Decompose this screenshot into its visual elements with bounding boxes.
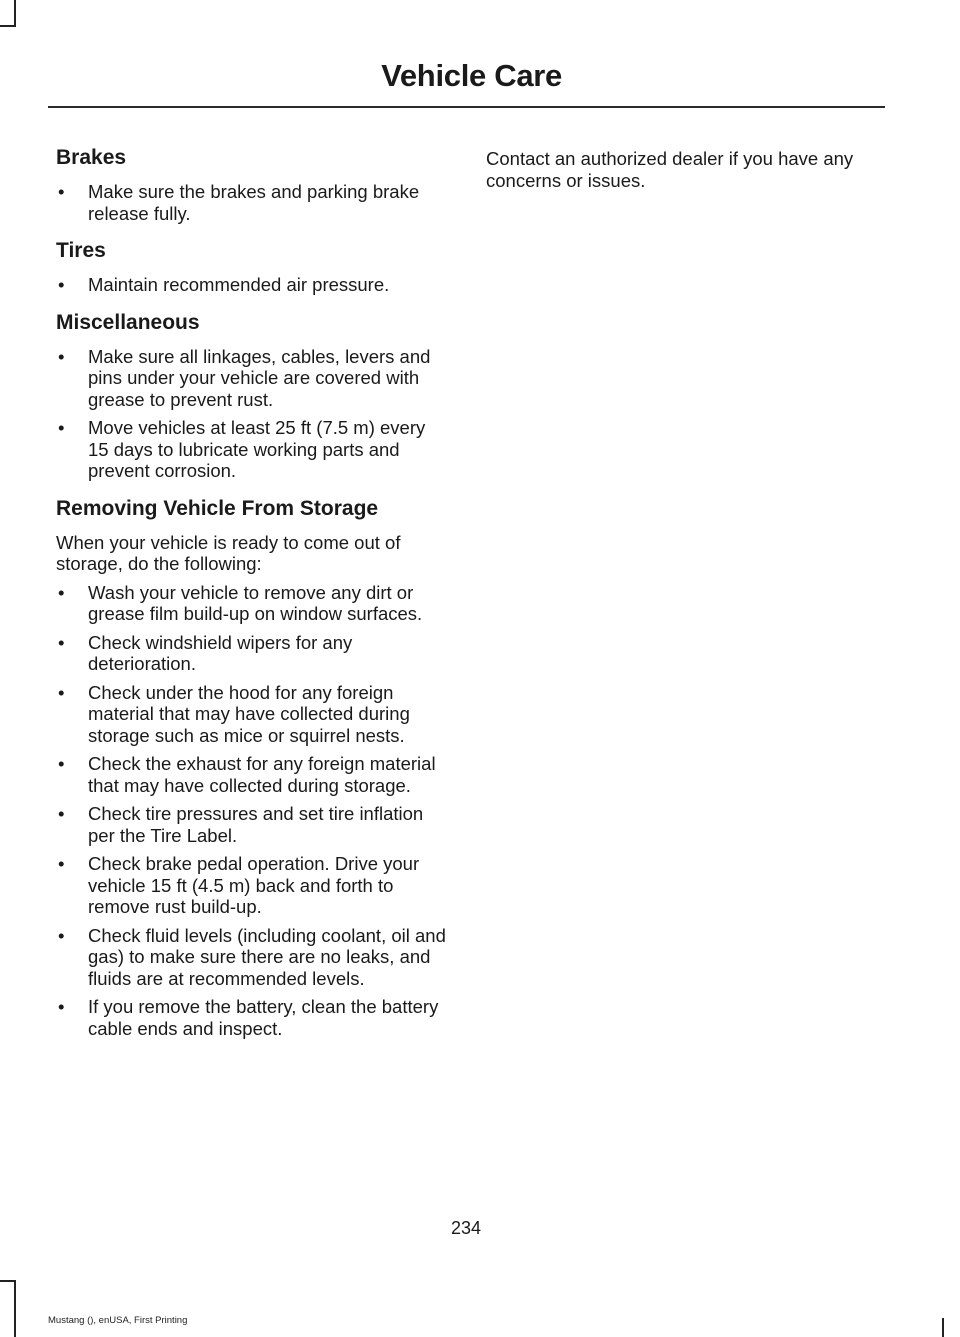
crop-mark-bottom-left-horizontal <box>0 1280 16 1282</box>
heading-brakes: Brakes <box>56 146 127 169</box>
section-removing-from-storage <box>56 496 448 1040</box>
bullet-icon: • <box>58 924 65 946</box>
heading-tires: Tires <box>56 239 106 262</box>
list-item: • Make sure all linkages, cables, levers and pins under your vehicle are covered with grease to prevent rust. <box>58 345 431 410</box>
page-number: 234 <box>450 1218 482 1238</box>
crop-mark-top-left-horizontal <box>0 25 16 27</box>
contact-dealer-text: Contact an authorized dealer if you have any concerns or issues. <box>486 148 854 191</box>
heading-removing-from-storage: Removing Vehicle From Storage <box>56 496 379 520</box>
list-item: • Check windshield wipers for any deterioration. <box>58 631 353 674</box>
list-item: • If you remove the battery, clean the battery cable ends and inspect. <box>58 996 439 1039</box>
section-brakes <box>56 145 448 224</box>
bullet-icon: • <box>58 581 65 603</box>
footer-text: Mustang (), enUSA, First Printing <box>48 1315 188 1326</box>
removing-intro: When your vehicle is ready to come out of storage, do the following: <box>56 531 401 574</box>
bullet-icon: • <box>58 996 65 1017</box>
list-item: • Check brake pedal operation. Drive your vehicle 15 ft (4.5 m) back and forth to remove rust build-up. <box>58 853 420 917</box>
list-item: • Wash your vehicle to remove any dirt or grease film build-up on window surfaces. <box>58 581 423 624</box>
right-column <box>486 145 878 198</box>
bullet-icon: • <box>58 853 65 874</box>
header-divider <box>48 106 885 108</box>
crop-mark-top-left-vertical <box>14 0 16 26</box>
heading-miscellaneous: Miscellaneous <box>56 310 200 334</box>
list-item: • Check tire pressures and set tire inflation per the Tire Label. <box>58 803 424 846</box>
section-miscellaneous <box>56 310 448 482</box>
bullet-icon: • <box>58 345 65 367</box>
section-tires <box>56 238 448 296</box>
page-title: Vehicle Care <box>381 58 562 93</box>
bullet-icon: • <box>58 274 65 295</box>
bullet-icon: • <box>58 181 65 202</box>
list-item: • Move vehicles at least 25 ft (7.5 m) every 15 days to lubricate working parts and prevent corrosion. <box>58 417 426 481</box>
list-miscellaneous <box>56 346 448 482</box>
list-item: • Make sure the brakes and parking brake release fully. <box>58 181 420 224</box>
list-removing <box>56 582 448 1040</box>
list-item: • Check fluid levels (including coolant, oil and gas) to make sure there are no leaks, and fluids are at recommended levels. <box>58 924 446 989</box>
list-item: • Check under the hood for any foreign material that may have collected during storage such as mice or squirrel nests. <box>58 681 410 746</box>
list-item: • Maintain recommended air pressure. <box>58 274 390 295</box>
crop-mark-bottom-right-vertical <box>942 1318 944 1337</box>
list-item: • Check the exhaust for any foreign material that may have collected during storage. <box>58 753 436 796</box>
list-brakes <box>56 181 448 224</box>
bullet-icon: • <box>58 803 65 824</box>
crop-mark-bottom-left-vertical <box>14 1280 16 1337</box>
bullet-icon: • <box>58 753 65 774</box>
bullet-icon: • <box>58 681 65 703</box>
bullet-icon: • <box>58 631 65 653</box>
bullet-icon: • <box>58 417 65 438</box>
list-tires <box>56 274 448 296</box>
left-column <box>56 145 448 1053</box>
